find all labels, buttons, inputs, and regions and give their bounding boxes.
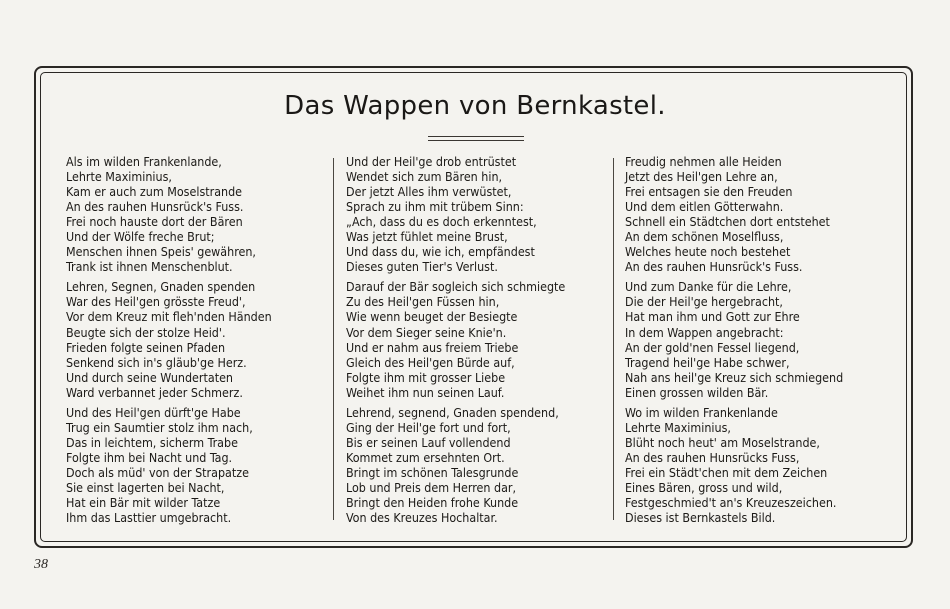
page-number: 38 [34,557,48,572]
verse-line: Tragend heil'ge Habe schwer, [625,354,790,370]
poem-column-3 [625,154,885,530]
verse-line: An des rauhen Hunsrück's Fuss. [625,259,803,275]
verse-line: Und dem eitlen Götterwahn. [625,199,784,215]
verse-line: Hat man ihm und Gott zur Ehre [625,309,800,325]
verse-line: Frieden folgte seinen Pfaden [66,339,226,355]
verse-line: Ging der Heil'ge fort und fort, [346,419,511,435]
verse-line: Hat ein Bär mit wilder Tatze [66,495,221,511]
verse-line: Folgte ihm mit grosser Liebe [346,369,506,385]
verse-line: Und zum Danke für die Lehre, [625,279,792,295]
verse-line: War des Heil'gen grösste Freud', [66,294,246,310]
verse-line: In dem Wappen angebracht: [625,324,784,340]
verse-line: Und des Heil'gen dürft'ge Habe [66,404,241,420]
verse-line: Trug ein Saumtier stolz ihm nach, [66,419,253,435]
verse-line: Und dass du, wie ich, empfändest [346,244,535,260]
stanza [346,279,606,399]
poem-title: Das Wappen von Bernkastel. [284,91,666,121]
verse-line: Bis er seinen Lauf vollendend [346,434,511,450]
poem-column-2 [346,154,606,530]
verse-line: Frei noch hauste dort der Bären [66,214,243,230]
verse-line: Und der Wölfe freche Brut; [66,229,215,245]
verse-line: Lehrte Maximinius, [66,169,172,185]
verse-line: An des rauhen Hunsrück's Fuss. [66,199,244,215]
verse-line: Sie einst lagerten bei Nacht, [66,479,225,495]
title-ornament-rule [428,136,524,137]
verse-line: Die der Heil'ge hergebracht, [625,294,783,310]
verse-line: Nah ans heil'ge Kreuz sich schmiegend [625,369,844,385]
poem-column-1 [66,154,328,530]
verse-line: Was jetzt fühlet meine Brust, [346,229,508,245]
verse-line: Frei entsagen sie den Freuden [625,184,793,200]
verse-line: Jetzt des Heil'gen Lehre an, [625,169,778,185]
verse-line: „Ach, dass du es doch erkenntest, [346,214,537,230]
verse-line: Und durch seine Wundertaten [66,369,233,385]
verse-line: Gleich des Heil'gen Bürde auf, [346,354,515,370]
stanza [625,405,885,525]
verse-line: Dieses ist Bernkastels Bild. [625,510,776,526]
verse-line: Schnell ein Städtchen dort entstehet [625,214,830,230]
verse-line: Beugte sich der stolze Heid'. [66,324,226,340]
verse-line: Dieses guten Tier's Verlust. [346,259,498,275]
verse-line: Lehrte Maximinius, [625,419,731,435]
stanza [66,405,328,525]
verse-line: Welches heute noch bestehet [625,244,791,260]
column-divider [333,158,334,520]
verse-line: Wendet sich zum Bären hin, [346,169,503,185]
column-divider [613,158,614,520]
verse-line: Wo im wilden Frankenlande [625,404,778,420]
verse-line: Bringt den Heiden frohe Kunde [346,495,519,511]
verse-line: Vor dem Sieger seine Knie'n. [346,324,507,340]
verse-line: Der jetzt Alles ihm verwüstet, [346,184,512,200]
verse-line: Sprach zu ihm mit trübem Sinn: [346,199,524,215]
verse-line: Vor dem Kreuz mit fleh'nden Händen [66,309,272,325]
verse-line: Doch als müd' von der Strapatze [66,464,249,480]
verse-line: Und der Heil'ge drob entrüstet [346,154,517,169]
verse-line: Wie wenn beuget der Besiegte [346,309,518,325]
verse-line: An der gold'nen Fessel liegend, [625,339,800,355]
verse-line: Blüht noch heut' am Moselstrande, [625,434,820,450]
verse-line: Menschen ihnen Speis' gewähren, [66,244,256,260]
stanza [66,279,328,399]
verse-line: Lehrend, segnend, Gnaden spendend, [346,404,559,420]
verse-line: Kommet zum ersehnten Ort. [346,449,505,465]
stanza [346,154,606,274]
verse-line: Ihm das Lasttier umgebracht. [66,510,232,526]
verse-line: Und er nahm aus freiem Triebe [346,339,519,355]
verse-line: Eines Bären, gross und wild, [625,479,783,495]
verse-line: Trank ist ihnen Menschenblut. [66,259,233,275]
verse-line: Weihet ihm nun seinen Lauf. [346,384,505,400]
verse-line: Frei ein Städt'chen mit dem Zeichen [625,464,828,480]
verse-line: Kam er auch zum Moselstrande [66,184,243,200]
stanza [625,279,885,399]
verse-line: Zu des Heil'gen Füssen hin, [346,294,500,310]
stanza [346,405,606,525]
verse-line: Als im wilden Frankenlande, [66,154,222,169]
verse-line: An des rauhen Hunsrücks Fuss, [625,449,800,465]
stanza [625,154,885,274]
verse-line: Darauf der Bär sogleich sich schmiegte [346,279,566,295]
verse-line: Senkend sich in's gläub'ge Herz. [66,354,247,370]
verse-line: Lehren, Segnen, Gnaden spenden [66,279,256,295]
verse-line: An dem schönen Moselfluss, [625,229,784,245]
title-ornament-rule [428,140,524,141]
verse-line: Ward verbannet jeder Schmerz. [66,384,243,400]
verse-line: Freudig nehmen alle Heiden [625,154,782,169]
verse-line: Das in leichtem, sicherm Trabe [66,434,238,450]
verse-line: Folgte ihm bei Nacht und Tag. [66,449,233,465]
verse-line: Festgeschmied't an's Kreuzeszeichen. [625,495,837,511]
verse-line: Lob und Preis dem Herren dar, [346,479,517,495]
verse-line: Einen grossen wilden Bär. [625,384,769,400]
verse-line: Bringt im schönen Talesgrunde [346,464,519,480]
stanza [66,154,328,274]
verse-line: Von des Kreuzes Hochaltar. [346,510,498,526]
